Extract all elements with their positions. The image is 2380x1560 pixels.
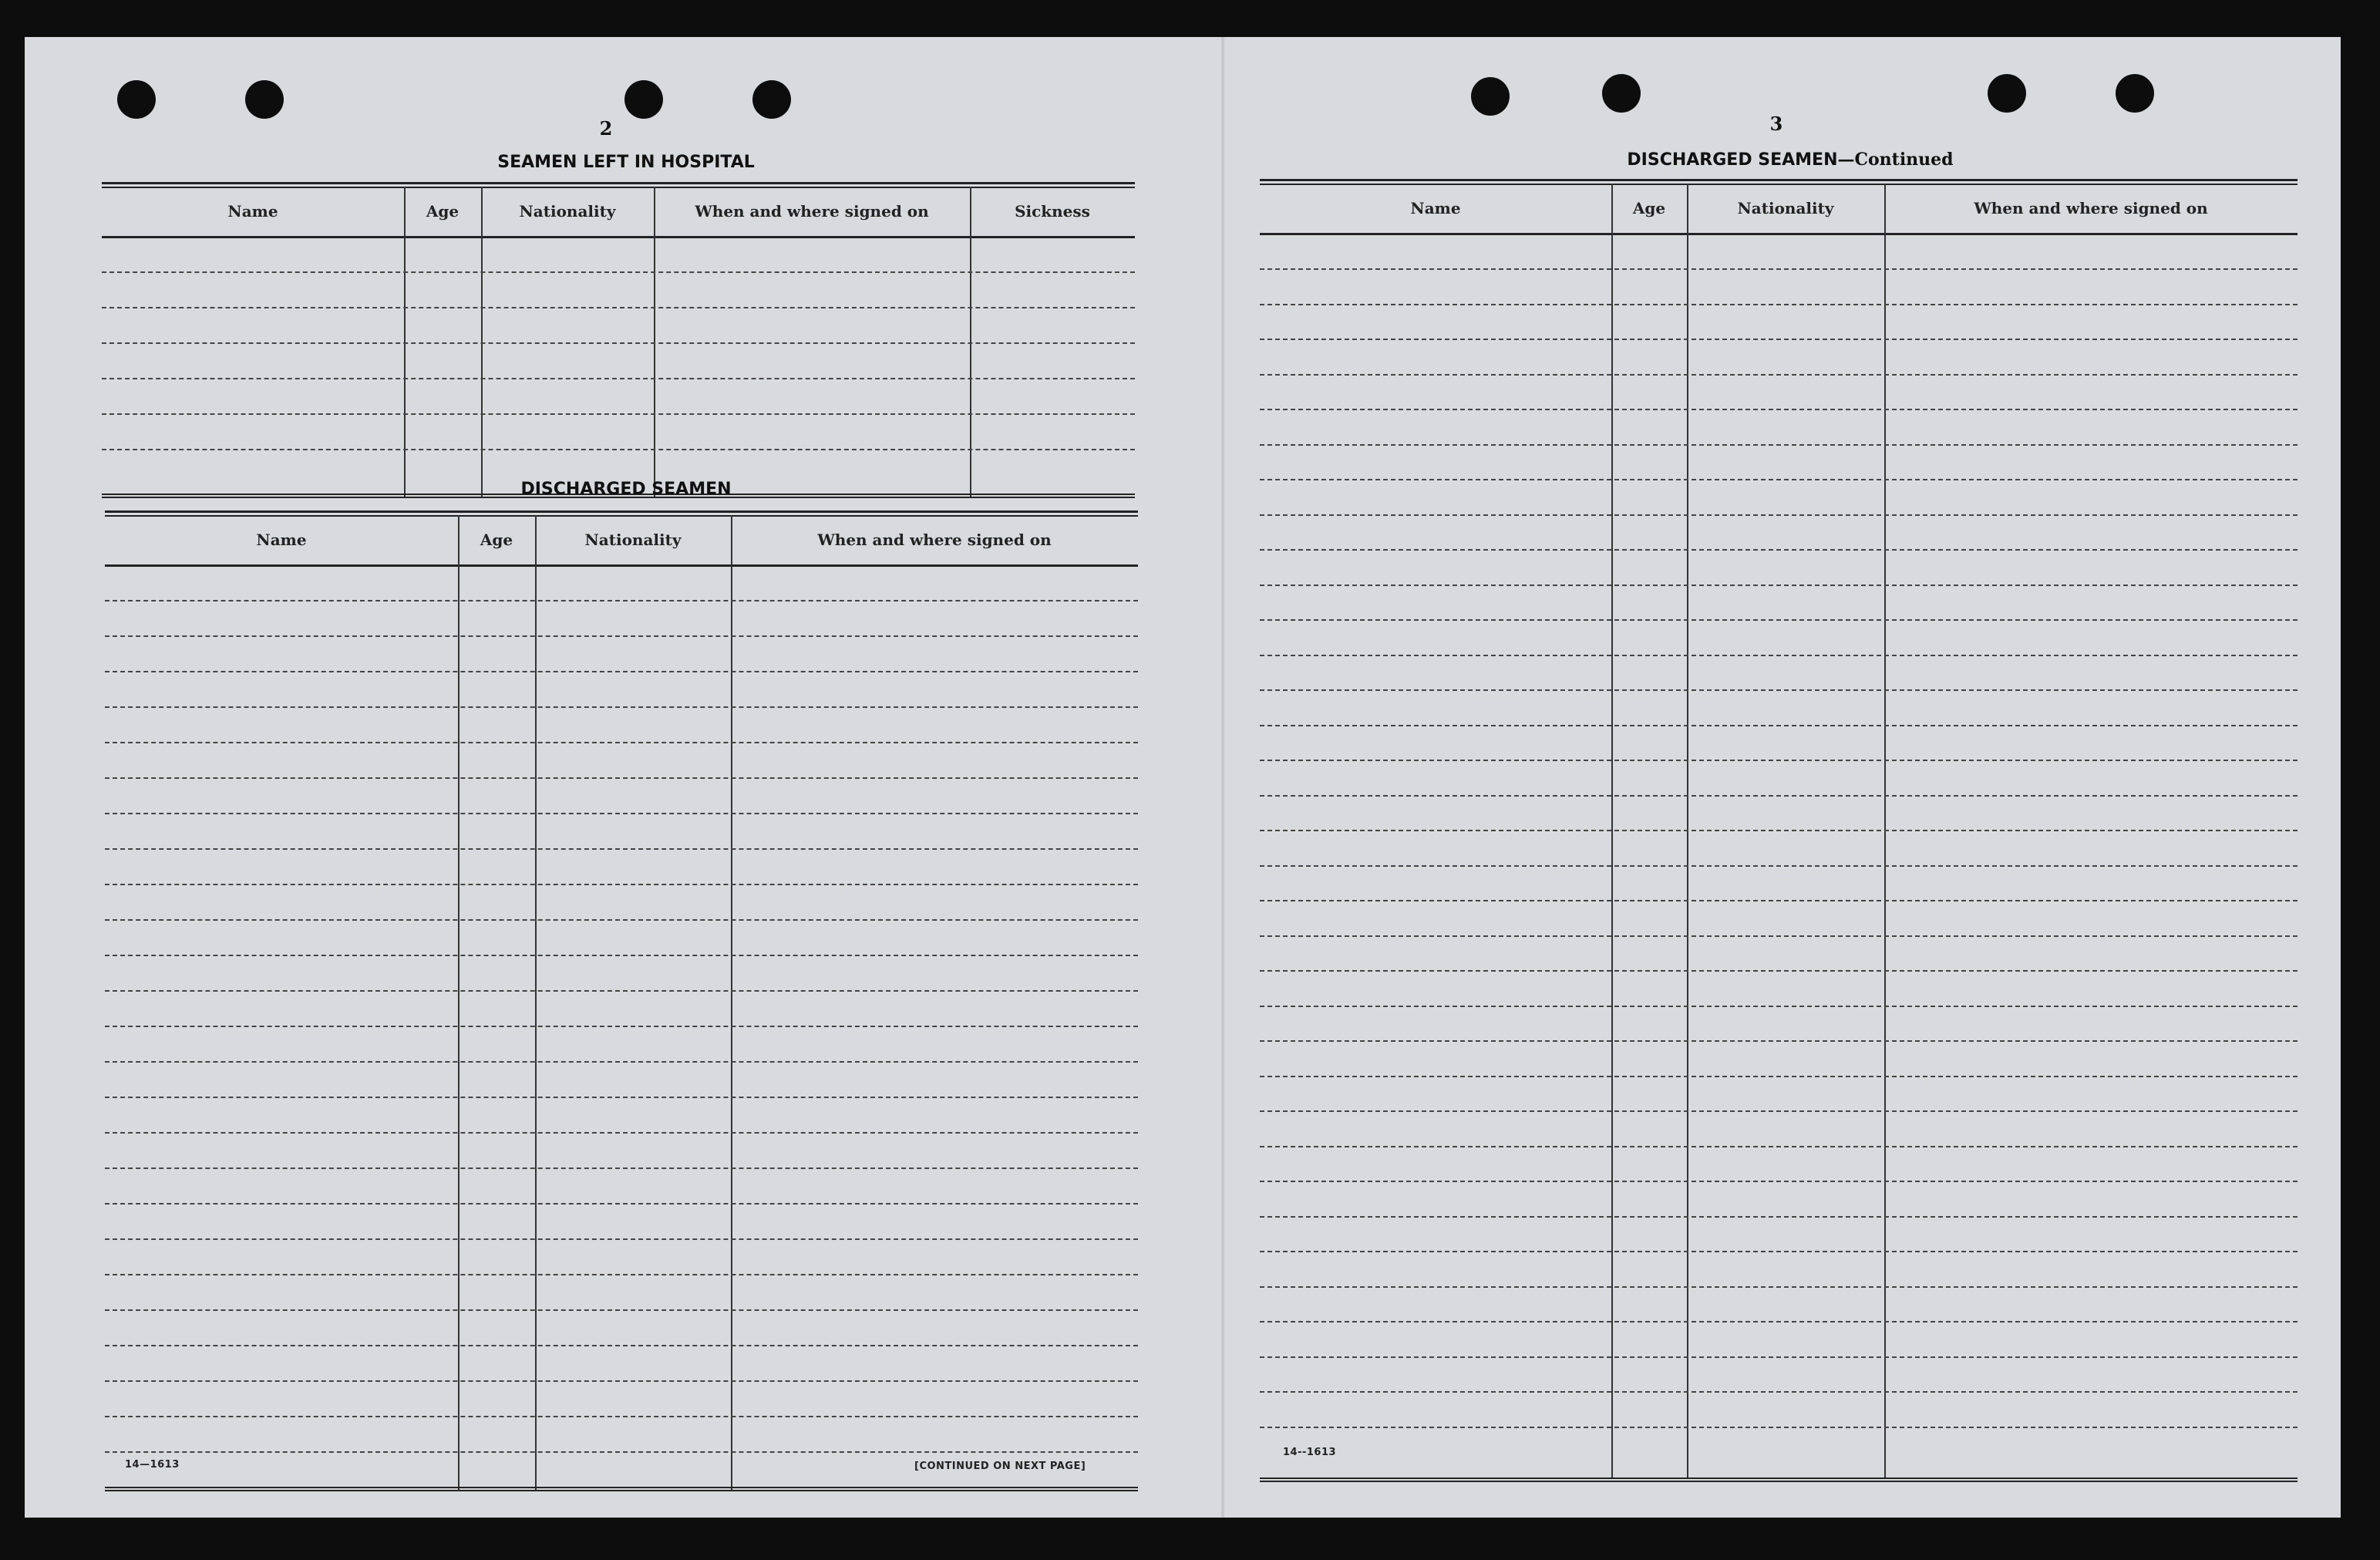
entry-line (105, 706, 1138, 708)
hospital-col-sickness: Sickness (1015, 202, 1090, 221)
entry-line (105, 671, 1138, 672)
entry-line (105, 777, 1138, 779)
discharged-table-left (105, 510, 1138, 1491)
entry-line (105, 1416, 1138, 1417)
entry-line (1260, 689, 2298, 691)
entry-line (105, 1167, 1138, 1169)
entry-line (105, 1451, 1138, 1453)
continued-col-age: Age (1632, 199, 1666, 217)
discharged-table-right (1260, 179, 2298, 1484)
entry-line (1260, 900, 2298, 901)
entry-line (1260, 1076, 2298, 1077)
entry-line (1260, 585, 2298, 586)
entry-line (1260, 1110, 2298, 1112)
form-number-left: 14—1613 (125, 1459, 180, 1471)
entry-line (105, 1345, 1138, 1346)
entry-line (1260, 970, 2298, 972)
entry-line (1260, 1321, 2298, 1322)
entry-line (105, 742, 1138, 743)
entry-line (105, 955, 1138, 956)
punch-hole (1988, 74, 2026, 113)
discharged-continued-title-main: DISCHARGED SEAMEN (1627, 150, 1838, 170)
entry-line (105, 1061, 1138, 1063)
entry-line (1260, 374, 2298, 376)
punch-hole (1471, 77, 1510, 116)
entry-line (105, 1097, 1138, 1098)
hospital-col-nationality: Nationality (519, 202, 616, 221)
entry-line (105, 1132, 1138, 1134)
discharged-section-title: DISCHARGED SEAMEN (520, 480, 732, 499)
punch-hole (1602, 74, 1641, 113)
hospital-col-name: Name (227, 202, 278, 221)
page-number-right: 3 (1769, 113, 1783, 135)
entry-line (1260, 935, 2298, 937)
punch-hole (117, 80, 156, 119)
entry-line (102, 342, 1135, 344)
entry-line (1260, 1391, 2298, 1393)
entry-line (105, 919, 1138, 921)
entry-line (1260, 409, 2298, 410)
entry-line (1260, 444, 2298, 446)
entry-line (105, 848, 1138, 850)
entry-line (1260, 795, 2298, 797)
continued-col-signed-on: When and where signed on (1974, 199, 2208, 217)
entry-line (1260, 1146, 2298, 1147)
discharged-col-age: Age (480, 531, 513, 549)
entry-line (1260, 725, 2298, 726)
entry-line (1260, 268, 2298, 270)
entry-line (1260, 1251, 2298, 1252)
entry-line (1260, 830, 2298, 831)
entry-line (1260, 479, 2298, 480)
entry-line (105, 990, 1138, 992)
entry-line (102, 449, 1135, 450)
punch-hole (2116, 74, 2154, 113)
discharged-continued-title (1551, 150, 2029, 170)
discharged-col-signed-on: When and where signed on (817, 531, 1052, 549)
entry-line (1260, 1040, 2298, 1042)
continued-col-name: Name (1410, 199, 1461, 217)
page-spine (1221, 37, 1224, 1518)
entry-line (1260, 339, 2298, 340)
entry-line (102, 271, 1135, 273)
entry-line (105, 884, 1138, 885)
entry-line (1260, 619, 2298, 621)
entry-line (1260, 549, 2298, 551)
page-number-left: 2 (599, 117, 613, 140)
entry-line (105, 1309, 1138, 1311)
entry-line (1260, 655, 2298, 656)
continued-col-nationality: Nationality (1737, 199, 1834, 217)
hospital-col-signed-on: When and where signed on (695, 202, 929, 221)
hospital-table (102, 182, 1135, 498)
entry-line (1260, 1427, 2298, 1428)
punch-hole (624, 80, 663, 119)
discharged-continued-suffix: —Continued (1837, 150, 1954, 170)
punch-hole (752, 80, 791, 119)
entry-line (102, 307, 1135, 308)
entry-line (105, 813, 1138, 814)
entry-line (1260, 760, 2298, 761)
entry-line (102, 413, 1135, 415)
punch-hole (245, 80, 284, 119)
discharged-col-name: Name (256, 531, 307, 549)
entry-line (1260, 1216, 2298, 1218)
entry-line (105, 1274, 1138, 1275)
entry-line (1260, 1006, 2298, 1007)
document-sheet (25, 37, 2341, 1518)
continued-note: [CONTINUED ON NEXT PAGE] (914, 1461, 1086, 1472)
entry-line (1260, 865, 2298, 867)
entry-line (105, 1380, 1138, 1382)
entry-line (1260, 1181, 2298, 1182)
form-number-right: 14--1613 (1283, 1447, 1337, 1458)
entry-line (105, 635, 1138, 637)
hospital-col-age: Age (426, 202, 460, 221)
entry-line (105, 1203, 1138, 1205)
entry-line (1260, 514, 2298, 516)
entry-line (1260, 304, 2298, 305)
entry-line (1260, 1356, 2298, 1358)
entry-line (1260, 1286, 2298, 1288)
discharged-col-nationality: Nationality (584, 531, 682, 549)
entry-line (105, 600, 1138, 601)
entry-line (105, 1026, 1138, 1027)
entry-line (102, 378, 1135, 379)
hospital-section-title: SEAMEN LEFT IN HOSPITAL (497, 153, 755, 172)
entry-line (105, 1238, 1138, 1240)
